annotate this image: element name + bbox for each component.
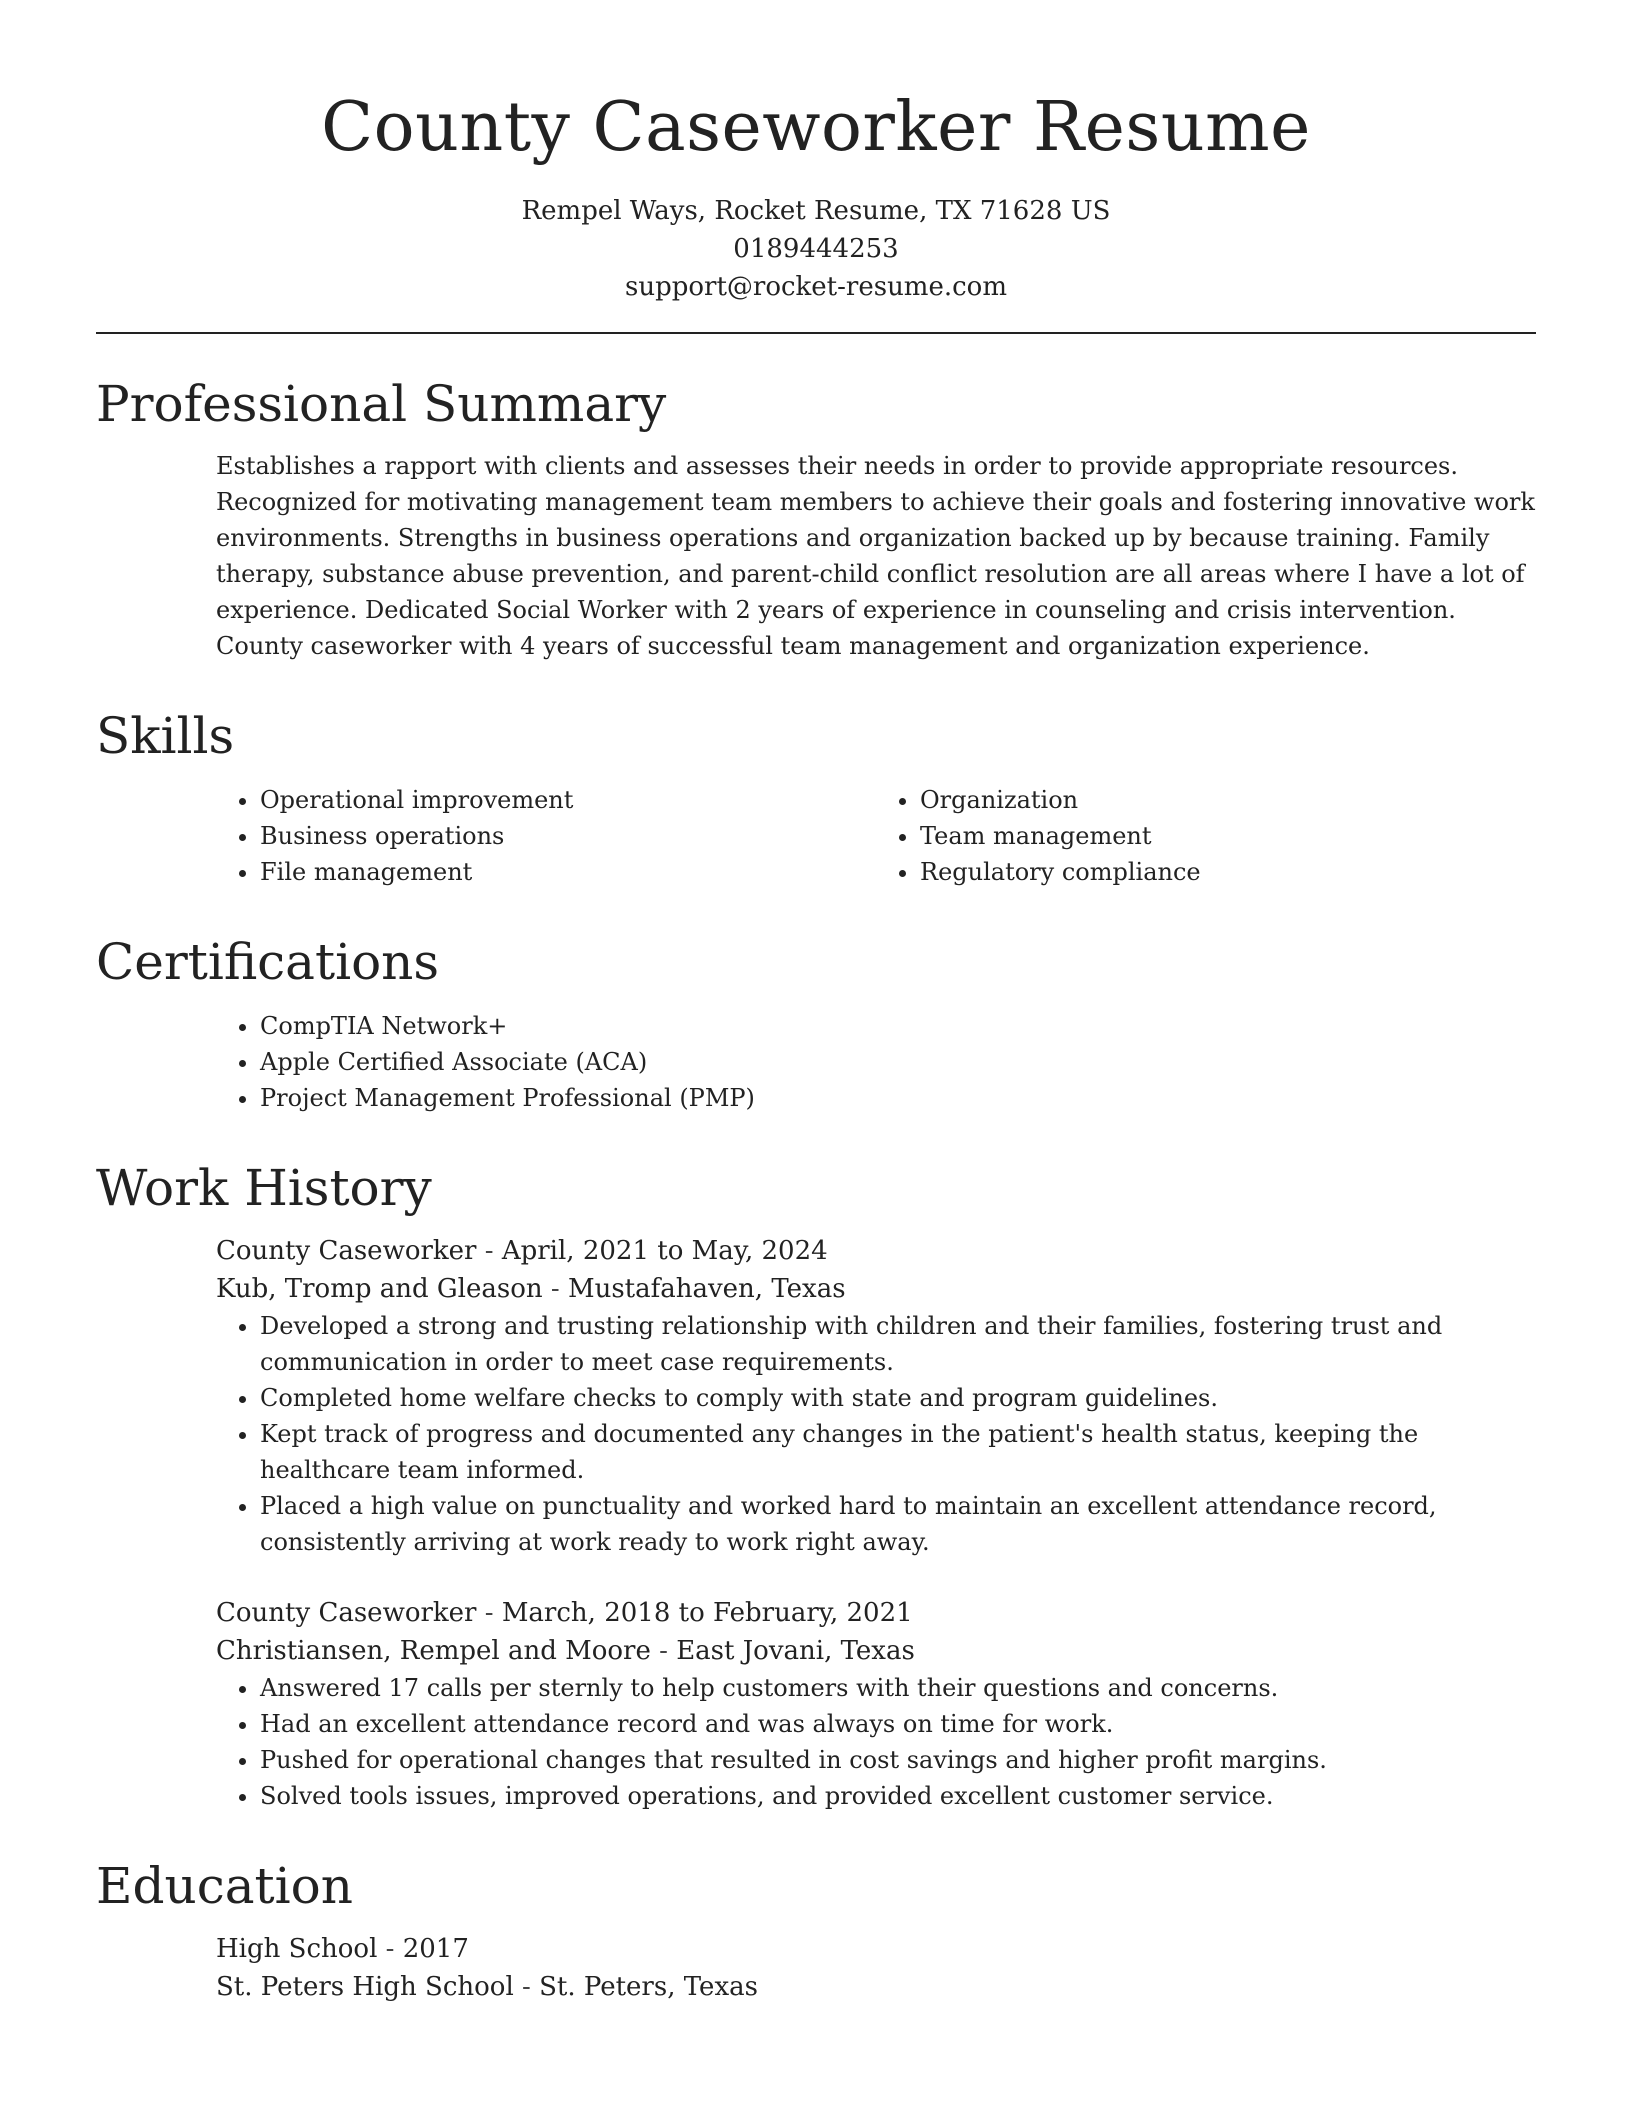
skills-section: [96, 704, 1536, 890]
job-duty-item: • Kept track of progress and documented any changes in the patient's health status, keeping the healthcare team informed.: [260, 1416, 1536, 1488]
certifications-block: [216, 1008, 1536, 1116]
separator: -: [476, 1598, 502, 1628]
job-company-line: [216, 1270, 1536, 1308]
certifications-section: [96, 930, 1536, 1116]
job-duty-item: • Solved tools issues, improved operations, and provided excellent customer service.: [260, 1778, 1536, 1814]
work-history-heading: Work History: [96, 1159, 432, 1217]
job-entry: [216, 1594, 1536, 1814]
job-duties-list: [216, 1308, 1536, 1560]
skill-item: • Organization: [920, 782, 1536, 818]
resume-title: County Caseworker Resume: [321, 88, 1311, 167]
work-history-section: [96, 1156, 1536, 1814]
education-section: [96, 1854, 1536, 2006]
job-title-line: [216, 1232, 1536, 1270]
job-role: County Caseworker: [216, 1598, 477, 1628]
education-degree: High School: [216, 1934, 378, 1964]
separator: -: [377, 1934, 403, 1964]
job-dates: March, 2018 to February, 2021: [501, 1598, 913, 1628]
phone: 0189444253: [733, 234, 899, 264]
certifications-list: [216, 1008, 1536, 1116]
certification-item: • Apple Certified Associate (ACA): [260, 1044, 1536, 1080]
summary-heading: Professional Summary: [96, 375, 667, 433]
skills-list-left: [216, 782, 876, 890]
skill-item: • Regulatory compliance: [920, 854, 1536, 890]
job-company: Christiansen, Rempel and Moore: [216, 1636, 651, 1666]
certification-item: • Project Management Professional (PMP): [260, 1080, 1536, 1116]
summary-section: [96, 372, 1536, 664]
certifications-heading: Certifications: [96, 933, 440, 991]
job-duty-item: • Answered 17 calls per sternly to help customers with their questions and concerns.: [260, 1670, 1536, 1706]
skills-grid: [216, 782, 1536, 890]
job-role: County Caseworker: [216, 1236, 477, 1266]
resume-page: [96, 0, 1536, 2006]
job-duty-item: • Completed home welfare checks to comply with state and program guidelines.: [260, 1380, 1536, 1416]
education-entry: [216, 1930, 1536, 2006]
job-duty-item: • Had an excellent attendance record and was always on time for work.: [260, 1706, 1536, 1742]
skill-item: • Team management: [920, 818, 1536, 854]
email: support@rocket-resume.com: [624, 272, 1007, 302]
separator: -: [542, 1274, 568, 1304]
separator: -: [650, 1636, 677, 1666]
job-duties-list: [216, 1670, 1536, 1814]
skills-heading: Skills: [96, 707, 235, 765]
job-entry: [216, 1232, 1536, 1560]
job-location: East Jovani, Texas: [676, 1636, 915, 1666]
job-dates: April, 2021 to May, 2024: [501, 1236, 828, 1266]
job-duty-item: • Placed a high value on punctuality and worked hard to maintain an excellent attendance record, consistently arriving at work ready to work right away.: [260, 1488, 1536, 1560]
separator: -: [513, 1972, 540, 2002]
contact-block: [96, 192, 1536, 306]
address: Rempel Ways, Rocket Resume, TX 71628 US: [521, 196, 1111, 226]
header-divider: [96, 332, 1536, 334]
skill-item: • File management: [260, 854, 876, 890]
education-school: St. Peters High School: [216, 1972, 514, 2002]
education-school-line: [216, 1968, 1536, 2006]
certification-item: • CompTIA Network+: [260, 1008, 1536, 1044]
resume-header: [96, 0, 1536, 306]
education-location: St. Peters, Texas: [539, 1972, 758, 2002]
job-location: Mustafahaven, Texas: [567, 1274, 846, 1304]
job-duty-item: • Pushed for operational changes that resulted in cost savings and higher profit margins.: [260, 1742, 1536, 1778]
job-company-line: [216, 1632, 1536, 1670]
education-year: 2017: [402, 1934, 469, 1964]
skill-item: • Business operations: [260, 818, 876, 854]
skills-list-right: [876, 782, 1536, 890]
summary-text: Establishes a rapport with clients and assesses their needs in order to provide appropriate resources. Recognized for motivating management team members to achieve their goals and fostering innovative work environments. Strengths in business operations and organization backed up by because training. Family therapy, substance abuse prevention, and parent-child conflict resolution are all areas where I have a lot of experience. Dedicated Social Worker with 2 years of experience in counseling and crisis intervention. County caseworker with 4 years of successful team management and organization experience.: [216, 452, 1535, 660]
education-degree-line: [216, 1930, 1536, 1968]
skill-item: • Operational improvement: [260, 782, 876, 818]
job-company: Kub, Tromp and Gleason: [216, 1274, 543, 1304]
job-duty-item: • Developed a strong and trusting relationship with children and their families, fostering trust and communication in order to meet case requirements.: [260, 1308, 1536, 1380]
separator: -: [476, 1236, 502, 1266]
job-title-line: [216, 1594, 1536, 1632]
education-heading: Education: [96, 1857, 353, 1915]
